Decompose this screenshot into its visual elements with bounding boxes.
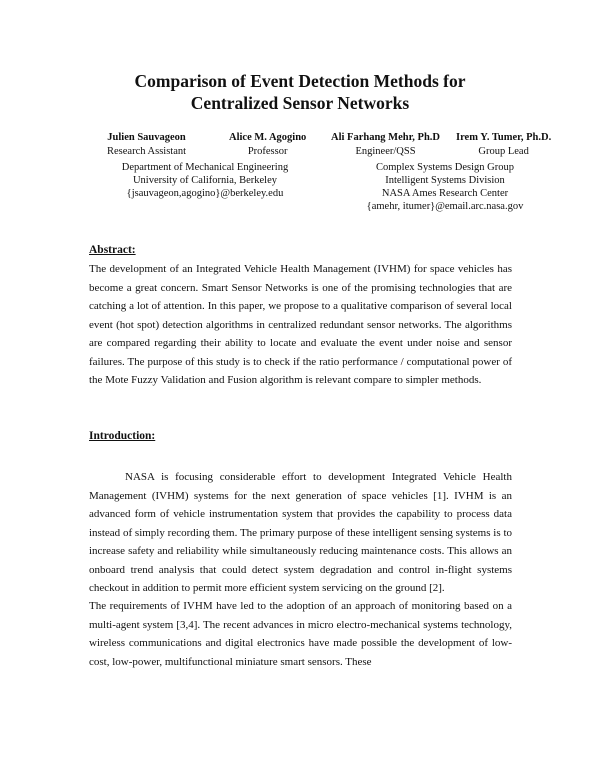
affiliation-group: Complex Systems Design Group — [376, 162, 514, 173]
author-block — [456, 131, 551, 159]
author-block — [107, 131, 186, 159]
affiliation-nasa — [325, 161, 565, 213]
affiliation-university: University of California, Berkeley — [132, 175, 278, 186]
affiliation-division: Intelligent Systems Division — [385, 175, 505, 186]
author-role: Group Lead — [478, 146, 529, 157]
affiliation-center: NASA Ames Research Center — [381, 188, 509, 199]
author-block — [229, 131, 306, 159]
author-role: Engineer/QSS — [355, 146, 416, 157]
affiliation-berkeley — [85, 161, 325, 200]
paper-title-line-1: Comparison of Event Detection Methods for — [134, 71, 466, 91]
introduction-paragraph-2: The requirements of IVHM have led to the adoption of an approach of monitoring based on a multi-agent system [3,4]. The recent advances in micro electro-mechanical systems technology, wireless communications and digital electronics have made possible the development of low-cost, low-power, multifunctional miniature smart sensors. These — [89, 600, 512, 668]
abstract-heading: Abstract: — [89, 244, 136, 256]
paper-title-line-2: Centralized Sensor Networks — [190, 93, 410, 113]
affiliation-email: {jsauvageon,agogino}@berkeley.edu — [126, 188, 284, 199]
author-role: Professor — [247, 146, 288, 157]
abstract-text: The development of an Integrated Vehicle Health Management (IVHM) for space vehicles has become a great concern. Smart Sensor Networks is one of the promising technologies that are catching a lot of attention. In this paper, we propose to a qualitative comparison of several local event (hot spot) detection algorithms in centralized redundant sensor networks. The algorithms are compared regarding their ability to locate and evaluate the event under noise and sensor failures. The purpose of this study is to check if the ratio performance / computational power of the Mote Fuzzy Validation and Fusion algorithm is relevant compare to simpler methods. — [89, 263, 512, 386]
author-name: Alice M. Agogino — [229, 132, 307, 143]
author-role: Research Assistant — [107, 146, 187, 157]
author-block — [331, 131, 440, 159]
affiliation-email: {amehr, itumer}@email.arc.nasa.gov — [366, 201, 524, 212]
introduction-paragraph-1: NASA is focusing considerable effort to development Integrated Vehicle Health Management (IVHM) systems for the next generation of space vehicles [1]. IVHM is an advanced form of vehicle instrumentation system that provides the capability to process data instead of simply recording them. The primary purpose of these intelligent sensing systems is to increase safety and reliability while simultaneously reducing maintenance costs. This allows an onboard trend analysis that could detect system degradation and control in-flight systems checkout in addition to permit more efficient system servicing on the ground [2]. — [89, 471, 512, 594]
author-name: Irem Y. Tumer, Ph.D. — [456, 132, 552, 143]
affiliation-dept: Department of Mechanical Engineering — [121, 162, 289, 173]
introduction-heading: Introduction: — [89, 430, 156, 442]
author-name: Julien Sauvageon — [107, 132, 186, 143]
author-name: Ali Farhang Mehr, Ph.D — [331, 132, 440, 143]
